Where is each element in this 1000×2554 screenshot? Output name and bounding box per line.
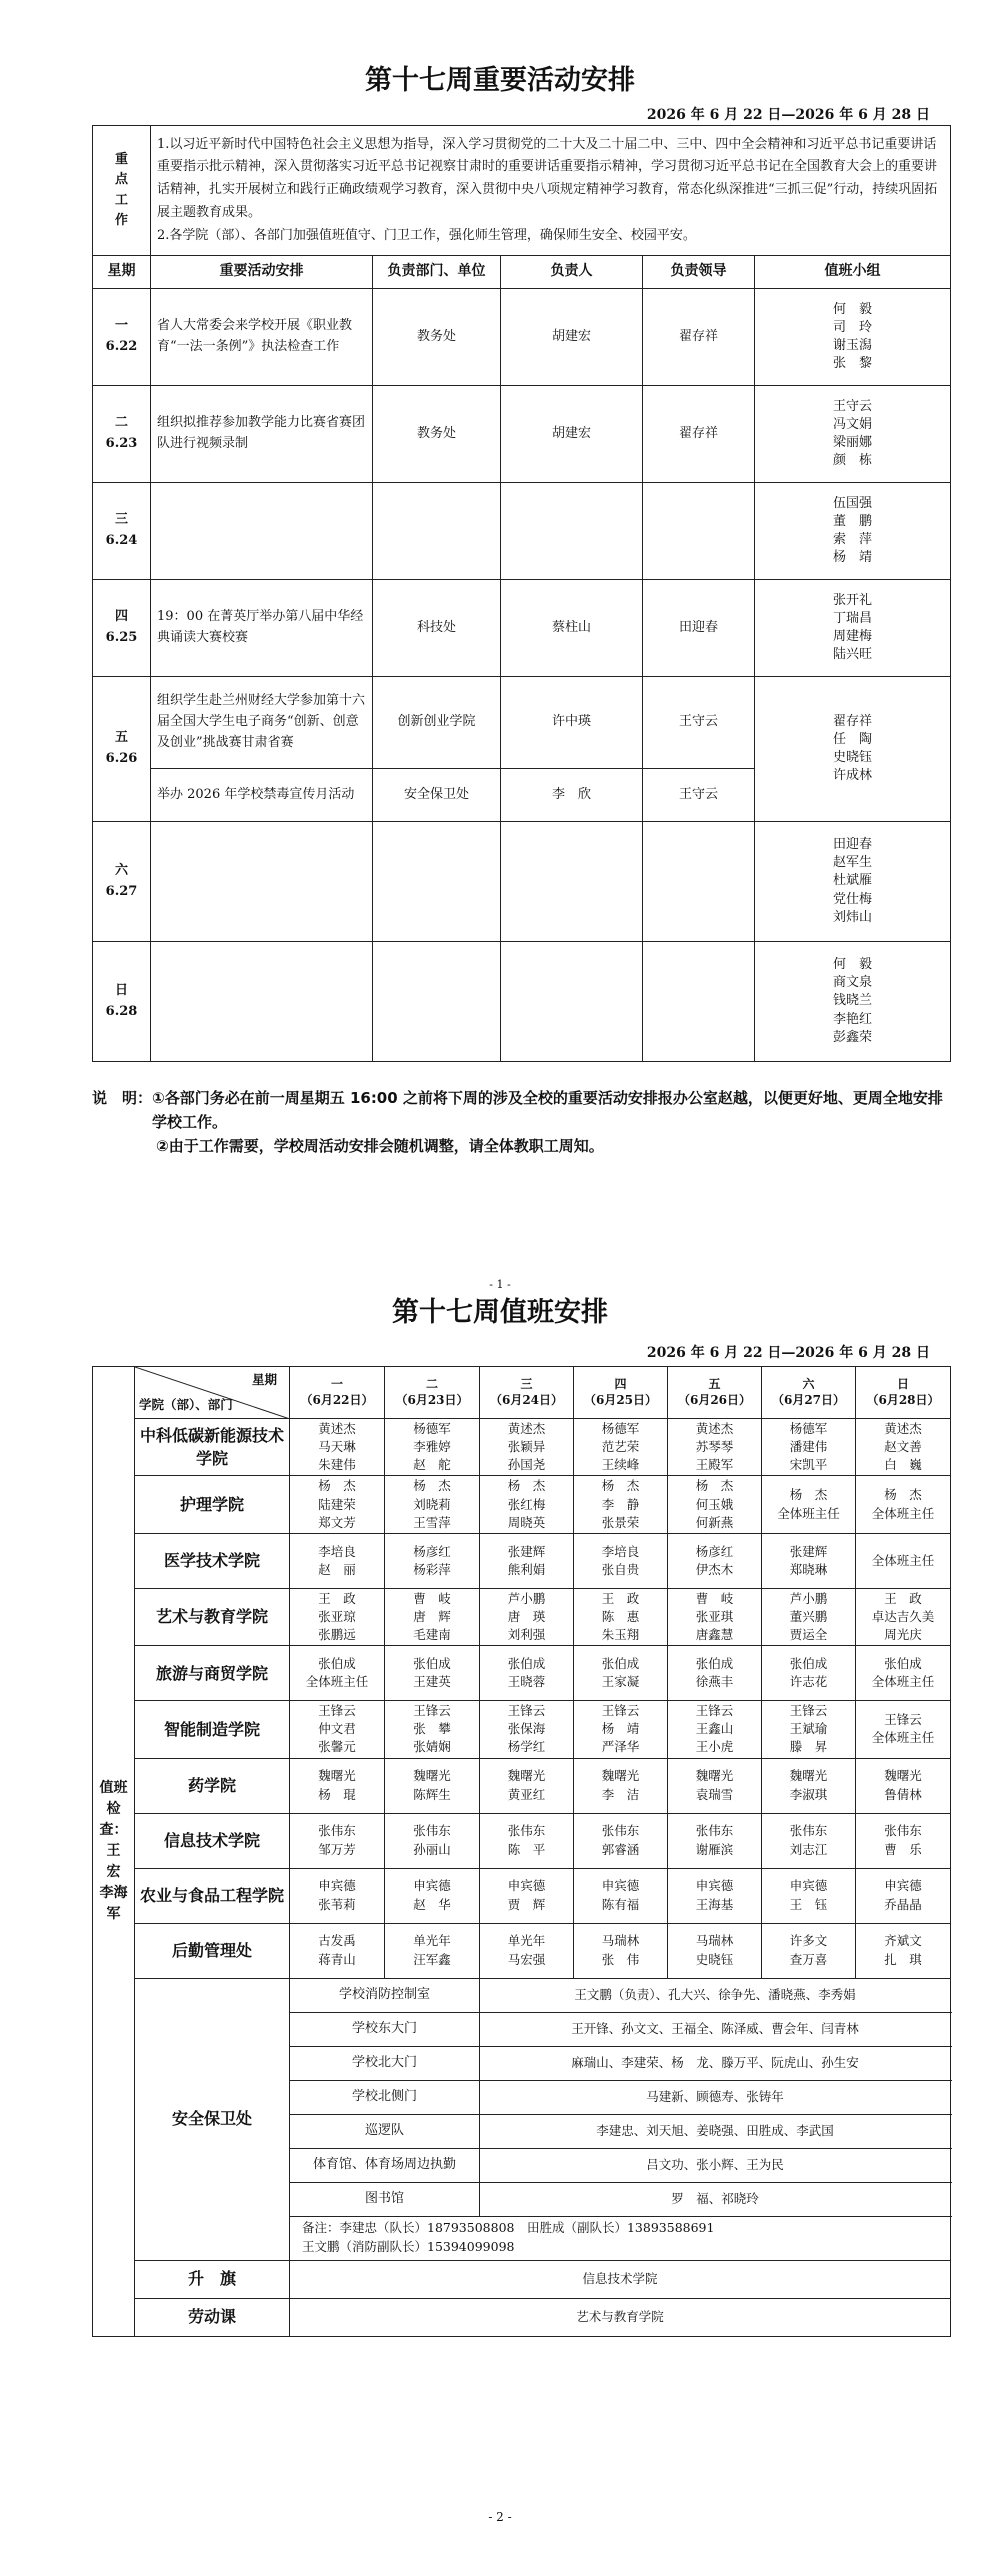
dept-row bbox=[93, 1533, 951, 1588]
key-work-text bbox=[151, 126, 951, 256]
duty-group: 何 毅 商文泉 钱晓兰 李艳红 彭鑫荣 bbox=[755, 942, 951, 1062]
labor-row bbox=[93, 2298, 951, 2336]
duty-table bbox=[92, 1366, 951, 2337]
activity-dept bbox=[373, 483, 501, 580]
activity-text bbox=[151, 822, 373, 942]
duty-cell: 曹 岐 张亚琪 唐鑫慧 bbox=[668, 1588, 762, 1645]
duty-cell: 王锋云 杨 靖 严泽华 bbox=[574, 1701, 668, 1758]
schedule-notes bbox=[92, 1086, 952, 1158]
security-post: 学校北大门 bbox=[290, 2046, 480, 2080]
security-post: 学校北侧门 bbox=[290, 2080, 480, 2114]
duty-cell: 申宾德 赵 华 bbox=[385, 1868, 480, 1923]
activity-leader: 田迎春 bbox=[643, 580, 755, 677]
security-post: 体育馆、体育场周边执勤 bbox=[290, 2148, 480, 2182]
duty-cell: 张建辉 熊利娟 bbox=[480, 1533, 574, 1588]
activity-row bbox=[93, 822, 951, 942]
duty-cell: 马瑞林 史晓钰 bbox=[668, 1923, 762, 1978]
security-staff: 罗 福、祁晓玲 bbox=[480, 2182, 951, 2216]
activity-person bbox=[501, 822, 643, 942]
duty-cell: 王锋云 仲文君 张馨元 bbox=[290, 1701, 385, 1758]
duty-cell: 黄述杰 马天琳 朱建伟 bbox=[290, 1419, 385, 1476]
duty-cell: 张伯成 王建英 bbox=[385, 1646, 480, 1701]
activity-row bbox=[93, 386, 951, 483]
dept-row bbox=[93, 1588, 951, 1645]
header-person: 负责人 bbox=[501, 256, 643, 289]
dept-name: 信息技术学院 bbox=[135, 1813, 290, 1868]
duty-cell: 张伯成 全体班主任 bbox=[856, 1646, 951, 1701]
activity-row bbox=[93, 677, 951, 769]
day-cell: 日 6.28 bbox=[93, 942, 151, 1062]
security-post: 图书馆 bbox=[290, 2182, 480, 2216]
duty-cell: 杨 杰 张红梅 周晓英 bbox=[480, 1476, 574, 1533]
activity-text: 19：00 在菁英厅举办第八届中华经典诵读大赛校赛 bbox=[151, 580, 373, 677]
activity-leader bbox=[643, 483, 755, 580]
activity-leader: 王守云 bbox=[643, 677, 755, 769]
duty-cell: 张伟东 陈 平 bbox=[480, 1813, 574, 1868]
duty-cell: 杨德军 潘建伟 宋凯平 bbox=[762, 1419, 856, 1476]
note-2: ②由于工作需要，学校周活动安排会随机调整，请全体教职工周知。 bbox=[156, 1137, 604, 1155]
duty-day-header: 五 （6月26日） bbox=[668, 1367, 762, 1419]
dept-row bbox=[93, 1868, 951, 1923]
duty-cell: 张伯成 徐燕丰 bbox=[668, 1646, 762, 1701]
duty-cell: 张建辉 郑晓琳 bbox=[762, 1533, 856, 1588]
labor-value: 艺术与教育学院 bbox=[290, 2298, 951, 2336]
activity-text: 组织学生赴兰州财经大学参加第十六届全国大学生电子商务“创新、创意及创业”挑战赛甘肃省赛 bbox=[151, 677, 373, 769]
duty-group: 伍国强 董 鹏 索 萍 杨 靖 bbox=[755, 483, 951, 580]
dept-row bbox=[93, 1701, 951, 1758]
header-activity: 重要活动安排 bbox=[151, 256, 373, 289]
dept-name: 后勤管理处 bbox=[135, 1923, 290, 1978]
activity-text bbox=[151, 483, 373, 580]
duty-date-range: 2026 年 6 月 22 日—2026 年 6 月 28 日 bbox=[646, 1345, 930, 1361]
schedule-date-range: 2026 年 6 月 22 日—2026 年 6 月 28 日 bbox=[646, 107, 930, 123]
duty-cell: 曹 岐 唐 辉 毛建南 bbox=[385, 1588, 480, 1645]
duty-cell: 杨 杰 何玉娥 何新燕 bbox=[668, 1476, 762, 1533]
duty-cell: 杨 杰 刘晓莉 王雪萍 bbox=[385, 1476, 480, 1533]
security-post: 学校东大门 bbox=[290, 2012, 480, 2046]
activity-text: 组织拟推荐参加教学能力比赛省赛团队进行视频录制 bbox=[151, 386, 373, 483]
activity-row bbox=[93, 289, 951, 386]
duty-cell: 申宾德 王海基 bbox=[668, 1868, 762, 1923]
activity-text bbox=[151, 942, 373, 1062]
duty-cell: 杨 杰 李 静 张景荣 bbox=[574, 1476, 668, 1533]
page-number-2: - 2 - bbox=[488, 2510, 512, 2524]
activity-leader bbox=[643, 942, 755, 1062]
security-row bbox=[93, 1978, 951, 2012]
duty-day-header: 四 （6月25日） bbox=[574, 1367, 668, 1419]
security-note: 备注：李建忠（队长）18793508808 田胜成（副队长）13893588691 王文鹏（消防副队长）15394099098 bbox=[290, 2216, 951, 2260]
duty-cell: 张伟东 孙丽山 bbox=[385, 1813, 480, 1868]
duty-cell: 魏曙光 杨 琨 bbox=[290, 1758, 385, 1813]
duty-group: 田迎春 赵军生 杜斌雁 党仕梅 刘炜山 bbox=[755, 822, 951, 942]
duty-cell: 全体班主任 bbox=[856, 1533, 951, 1588]
duty-cell: 杨彦红 伊杰木 bbox=[668, 1533, 762, 1588]
activity-header-row bbox=[93, 256, 951, 289]
corner-bottom-label: 学院（部）、部门 bbox=[139, 1396, 233, 1412]
corner-top-label: 星期 bbox=[251, 1372, 277, 1387]
activity-person bbox=[501, 483, 643, 580]
header-dept: 负责部门、单位 bbox=[373, 256, 501, 289]
note-1-row bbox=[92, 1086, 952, 1134]
duty-day-header: 六 （6月27日） bbox=[762, 1367, 856, 1419]
flag-row bbox=[93, 2260, 951, 2298]
duty-day-header: 三 （6月24日） bbox=[480, 1367, 574, 1419]
duty-cell: 张伟东 谢雁滨 bbox=[668, 1813, 762, 1868]
activity-leader: 王守云 bbox=[643, 769, 755, 822]
header-weekday: 星期 bbox=[93, 256, 151, 289]
activity-dept: 教务处 bbox=[373, 289, 501, 386]
header-leader: 负责领导 bbox=[643, 256, 755, 289]
duty-cell: 魏曙光 陈辉生 bbox=[385, 1758, 480, 1813]
dept-row bbox=[93, 1923, 951, 1978]
duty-cell: 杨彦红 杨彩萍 bbox=[385, 1533, 480, 1588]
dept-name: 医学技术学院 bbox=[135, 1533, 290, 1588]
note-label: 说 明： bbox=[92, 1089, 153, 1107]
duty-cell: 许多文 查万喜 bbox=[762, 1923, 856, 1978]
activity-text: 省人大常委会来学校开展《职业教育“一法一条例”》执法检查工作 bbox=[151, 289, 373, 386]
duty-header-row bbox=[93, 1367, 951, 1419]
dept-row bbox=[93, 1419, 951, 1476]
activity-person: 李 欣 bbox=[501, 769, 643, 822]
duty-cell: 魏曙光 鲁倩林 bbox=[856, 1758, 951, 1813]
duty-cell: 杨德军 范艺荣 王续峰 bbox=[574, 1419, 668, 1476]
duty-cell: 王 政 卓达吉久美 周光庆 bbox=[856, 1588, 951, 1645]
duty-cell: 古发禹 蒋青山 bbox=[290, 1923, 385, 1978]
duty-group: 王守云 冯文娟 梁丽娜 颜 栋 bbox=[755, 386, 951, 483]
security-staff: 马建新、顾德寿、张铸年 bbox=[480, 2080, 951, 2114]
duty-day-header: 二 （6月23日） bbox=[385, 1367, 480, 1419]
day-cell: 六 6.27 bbox=[93, 822, 151, 942]
dept-row bbox=[93, 1813, 951, 1868]
activity-person: 胡建宏 bbox=[501, 386, 643, 483]
security-post: 学校消防控制室 bbox=[290, 1978, 480, 2012]
duty-cell: 杨 杰 全体班主任 bbox=[762, 1476, 856, 1533]
duty-cell: 杨德军 李雅婷 赵 舵 bbox=[385, 1419, 480, 1476]
duty-cell: 王锋云 全体班主任 bbox=[856, 1701, 951, 1758]
activity-row bbox=[93, 580, 951, 677]
duty-cell: 张伯成 王晓蓉 bbox=[480, 1646, 574, 1701]
dept-name: 智能制造学院 bbox=[135, 1701, 290, 1758]
duty-title: 第十七周值班安排 bbox=[392, 1297, 608, 1328]
flag-label: 升 旗 bbox=[135, 2260, 290, 2298]
dept-row bbox=[93, 1758, 951, 1813]
activity-person bbox=[501, 942, 643, 1062]
duty-cell: 王锋云 张 攀 张婧娴 bbox=[385, 1701, 480, 1758]
security-staff: 麻瑞山、李建荣、杨 龙、滕万平、阮虎山、孙生安 bbox=[480, 2046, 951, 2080]
page-number-1: - 1 - bbox=[489, 1278, 511, 1291]
activity-person: 胡建宏 bbox=[501, 289, 643, 386]
note-1: ①各部门务必在前一周星期五 16:00 之前将下周的涉及全校的重要活动安排报办公室赵越，以便更好地、更周全地安排学校工作。 bbox=[152, 1089, 943, 1131]
duty-group: 翟存祥 任 陶 史晓钰 许成林 bbox=[755, 677, 951, 822]
security-dept: 安全保卫处 bbox=[135, 1978, 290, 2260]
duty-group: 张开礼 丁瑞昌 周建梅 陆兴旺 bbox=[755, 580, 951, 677]
dept-name: 护理学院 bbox=[135, 1476, 290, 1533]
key-work-item-2: 2.各学院（部）、各部门加强值班值守、门卫工作，强化师生管理，确保师生安全、校园平安。 bbox=[157, 227, 696, 243]
activity-person: 蔡柱山 bbox=[501, 580, 643, 677]
security-staff: 吕文功、张小辉、王为民 bbox=[480, 2148, 951, 2182]
duty-cell: 申宾德 陈有福 bbox=[574, 1868, 668, 1923]
security-staff: 王文鹏（负责）、孔大兴、徐争先、潘晓燕、李秀娟 bbox=[480, 1978, 951, 2012]
activity-dept: 安全保卫处 bbox=[373, 769, 501, 822]
duty-group: 何 毅 司 玲 谢玉潟 张 黎 bbox=[755, 289, 951, 386]
activity-table bbox=[92, 125, 951, 1062]
duty-cell: 王 政 张亚琼 张鹏远 bbox=[290, 1588, 385, 1645]
activity-dept bbox=[373, 942, 501, 1062]
day-cell: 一 6.22 bbox=[93, 289, 151, 386]
dept-name: 药学院 bbox=[135, 1758, 290, 1813]
duty-cell: 马瑞林 张 伟 bbox=[574, 1923, 668, 1978]
key-work-item-1: 1.以习近平新时代中国特色社会主义思想为指导，深入学习贯彻党的二十大及二十届二中、三中、四中全会精神和习近平总书记重要讲话重要指示批示精神，深入贯彻落实习近平总书记视察甘肃时的重要讲话重要指示精神，学习贯彻习近平总书记在全国教育大会上的重要讲话精神，扎实开展树立和践行正确政绩观学习教育，深入贯彻中央八项规定精神学习教育，常态化纵深推进“三抓三促”行动，持续巩固拓展主题教育成果。 bbox=[157, 136, 938, 220]
duty-cell: 申宾德 乔晶晶 bbox=[856, 1868, 951, 1923]
duty-cell: 芦小鹏 董兴鹏 贾运全 bbox=[762, 1588, 856, 1645]
corner-cell bbox=[135, 1367, 290, 1419]
duty-cell: 张伯成 全体班主任 bbox=[290, 1646, 385, 1701]
activity-row bbox=[93, 483, 951, 580]
duty-day-header: 日 （6月28日） bbox=[856, 1367, 951, 1419]
duty-cell: 魏曙光 李淑琪 bbox=[762, 1758, 856, 1813]
key-work-label: 重 点 工 作 bbox=[93, 126, 151, 256]
duty-cell: 单光年 汪军鑫 bbox=[385, 1923, 480, 1978]
duty-cell: 申宾德 贾 辉 bbox=[480, 1868, 574, 1923]
dept-name: 中科低碳新能源技术学院 bbox=[135, 1419, 290, 1476]
labor-label: 劳动课 bbox=[135, 2298, 290, 2336]
duty-cell: 张伯成 王家凝 bbox=[574, 1646, 668, 1701]
duty-cell: 张伟东 邹万芳 bbox=[290, 1813, 385, 1868]
activity-dept: 创新创业学院 bbox=[373, 677, 501, 769]
day-cell: 四 6.25 bbox=[93, 580, 151, 677]
flag-value: 信息技术学院 bbox=[290, 2260, 951, 2298]
duty-cell: 张伟东 郭睿涵 bbox=[574, 1813, 668, 1868]
duty-cell: 杨 杰 全体班主任 bbox=[856, 1476, 951, 1533]
activity-dept: 科技处 bbox=[373, 580, 501, 677]
duty-cell: 魏曙光 袁瑞雪 bbox=[668, 1758, 762, 1813]
dept-name: 农业与食品工程学院 bbox=[135, 1868, 290, 1923]
day-cell: 二 6.23 bbox=[93, 386, 151, 483]
duty-cell: 魏曙光 黄亚红 bbox=[480, 1758, 574, 1813]
duty-cell: 齐斌文 扎 琪 bbox=[856, 1923, 951, 1978]
dept-name: 艺术与教育学院 bbox=[135, 1588, 290, 1645]
security-staff: 李建忠、刘天旭、姜晓强、田胜成、李武国 bbox=[480, 2114, 951, 2148]
duty-cell: 张伟东 刘志江 bbox=[762, 1813, 856, 1868]
duty-cell: 申宾德 王 钰 bbox=[762, 1868, 856, 1923]
security-post: 巡逻队 bbox=[290, 2114, 480, 2148]
duty-cell: 申宾德 张苇莉 bbox=[290, 1868, 385, 1923]
duty-cell: 单光年 马宏强 bbox=[480, 1923, 574, 1978]
duty-cell: 黄述杰 苏琴琴 王殿军 bbox=[668, 1419, 762, 1476]
duty-cell: 张伟东 曹 乐 bbox=[856, 1813, 951, 1868]
activity-text: 举办 2026 年学校禁毒宣传月活动 bbox=[151, 769, 373, 822]
dept-name: 旅游与商贸学院 bbox=[135, 1646, 290, 1701]
activity-dept bbox=[373, 822, 501, 942]
duty-cell: 王锋云 王鑫山 王小虎 bbox=[668, 1701, 762, 1758]
duty-cell: 魏曙光 李 洁 bbox=[574, 1758, 668, 1813]
duty-cell: 黄述杰 赵文善 白 巍 bbox=[856, 1419, 951, 1476]
header-duty-group: 值班小组 bbox=[755, 256, 951, 289]
duty-cell: 杨 杰 陆建荣 郑文芳 bbox=[290, 1476, 385, 1533]
activity-dept: 教务处 bbox=[373, 386, 501, 483]
activity-person: 许中瑛 bbox=[501, 677, 643, 769]
duty-cell: 李培良 赵 丽 bbox=[290, 1533, 385, 1588]
day-cell: 三 6.24 bbox=[93, 483, 151, 580]
duty-cell: 王锋云 张保海 杨学红 bbox=[480, 1701, 574, 1758]
duty-inspector: 值班 检查： 王 宏 李海军 bbox=[93, 1367, 135, 2337]
duty-day-header: 一 （6月22日） bbox=[290, 1367, 385, 1419]
schedule-title: 第十七周重要活动安排 bbox=[365, 65, 635, 96]
duty-cell: 李培良 张自贵 bbox=[574, 1533, 668, 1588]
duty-cell: 黄述杰 张颖异 孙国尧 bbox=[480, 1419, 574, 1476]
activity-leader: 翟存祥 bbox=[643, 386, 755, 483]
activity-leader bbox=[643, 822, 755, 942]
dept-row bbox=[93, 1476, 951, 1533]
activity-leader: 翟存祥 bbox=[643, 289, 755, 386]
activity-row bbox=[93, 942, 951, 1062]
duty-cell: 张伯成 许志花 bbox=[762, 1646, 856, 1701]
dept-row bbox=[93, 1646, 951, 1701]
duty-cell: 王 政 陈 惠 朱玉翔 bbox=[574, 1588, 668, 1645]
duty-cell: 芦小鹏 唐 瑛 刘利强 bbox=[480, 1588, 574, 1645]
day-cell: 五 6.26 bbox=[93, 677, 151, 822]
duty-cell: 王锋云 王斌瑜 滕 昇 bbox=[762, 1701, 856, 1758]
security-staff: 王开锋、孙文文、王福全、陈泽威、曹会年、闫青林 bbox=[480, 2012, 951, 2046]
